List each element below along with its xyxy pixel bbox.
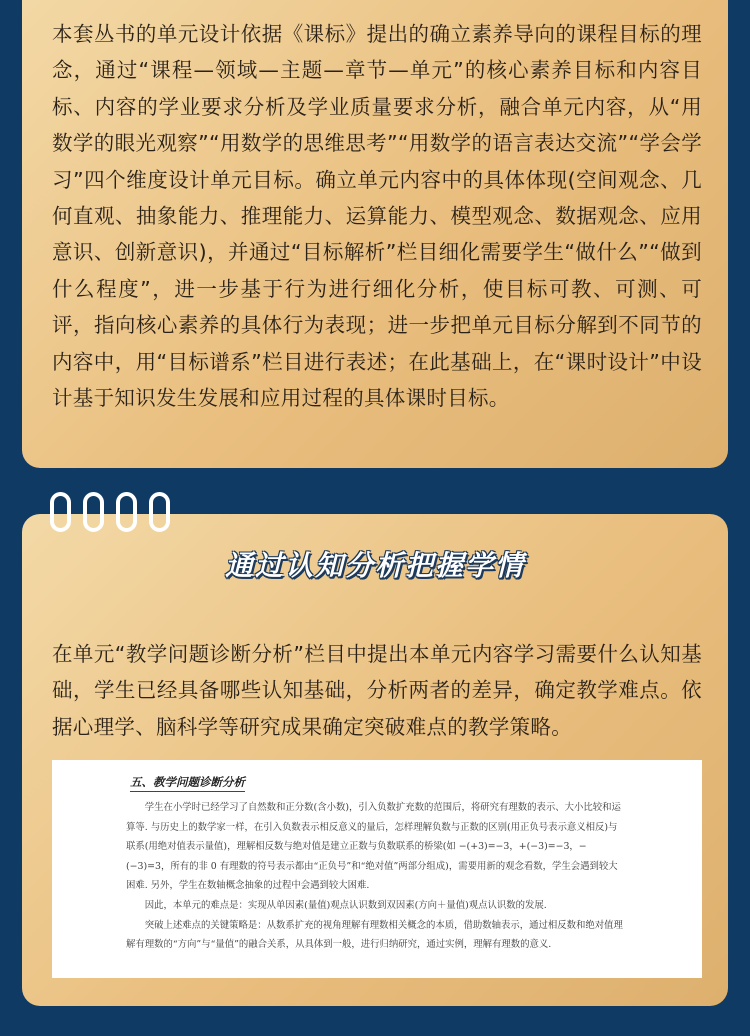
binder-ring-icon — [116, 492, 137, 532]
top-text-card — [22, 0, 728, 468]
excerpt-heading: 五、教学问题诊断分析 — [130, 774, 245, 792]
bottom-section-card — [22, 514, 728, 1006]
binder-ring-icon — [83, 492, 104, 532]
binder-ring-icon — [149, 492, 170, 532]
binder-ring-icon — [50, 492, 71, 532]
excerpt-paragraph: 因此，本单元的难点是：实现从单因素(量值)观点认识数到双因素(方向＋量值)观点认识数的发展. — [144, 899, 547, 911]
binder-rings-decoration — [50, 492, 180, 542]
section-title: 通过认知分析把握学情 — [224, 549, 525, 582]
top-card-paragraph: 本套丛书的单元设计依据《课标》提出的确立素养导向的课程目标的理念，通过“课程—领域—主题—章节—单元”的核心素养目标和内容目标、内容的学业要求分析及学业质量要求分析，融合单元内容，从“用数学的眼光观察”“用数学的思维思考”“用数学的语言表达交流”“学会学习”四个维度设计单元目标。确立单元内容中的具体体现(空间观念、几何直观、抽象能力、推理能力、运算能力、模型观念、数据观念、应用意识、创新意识)，并通过“目标解析”栏目细化需要学生“做什么”“做到什么程度”，进一步基于行为进行细化分析，使目标可教、可测、可评，指向核心素养的具体行为表现；进一步把单元目标分解到不同节的内容中，用“目标谱系”栏目进行表述；在此基础上，在“课时设计”中设计基于知识发生发展和应用过程的具体课时目标。 — [52, 22, 702, 411]
excerpt-body — [126, 798, 626, 955]
section-paragraph: 在单元“教学问题诊断分析”栏目中提出本单元内容学习需要什么认知基础，学生已经具备哪些认知基础，分析两者的差异，确定教学难点。依据心理学、脑科学等研究成果确定突破难点的教学策略。 — [52, 642, 702, 739]
excerpt-paragraph: 突破上述难点的关键策略是：从数系扩充的视角理解有理数相关概念的本质，借助数轴表示，通过相反数和绝对值理解有理数的“方向”与“量值”的融合关系，从具体到一般，进行归纳研究，通过实例，理解有理数的意义. — [126, 919, 623, 951]
excerpt-paragraph: 学生在小学时已经学习了自然数和正分数(含小数)，引入负数扩充数的范围后，将研究有理数的表示、大小比较和运算等. 与历史上的数学家一样，在引入负数表示相反意义的量后，怎样理解负数与正数的区别(用正负号表示意义相反)与联系(用绝对值表示量值)，理解相反数与绝对值是建立正数与负数联系的桥梁(如 −(+3)=−3，+(−3)=−3，−(−3)=3，所有的非 0 有理数的符号表示都由“正负号”和“绝对值”两部分组成)，需要用新的观念看数，学生会遇到较大困难. 另外，学生在数轴概念抽象的过程中会遇到较大困难. — [126, 802, 621, 892]
book-excerpt-image — [52, 760, 702, 978]
